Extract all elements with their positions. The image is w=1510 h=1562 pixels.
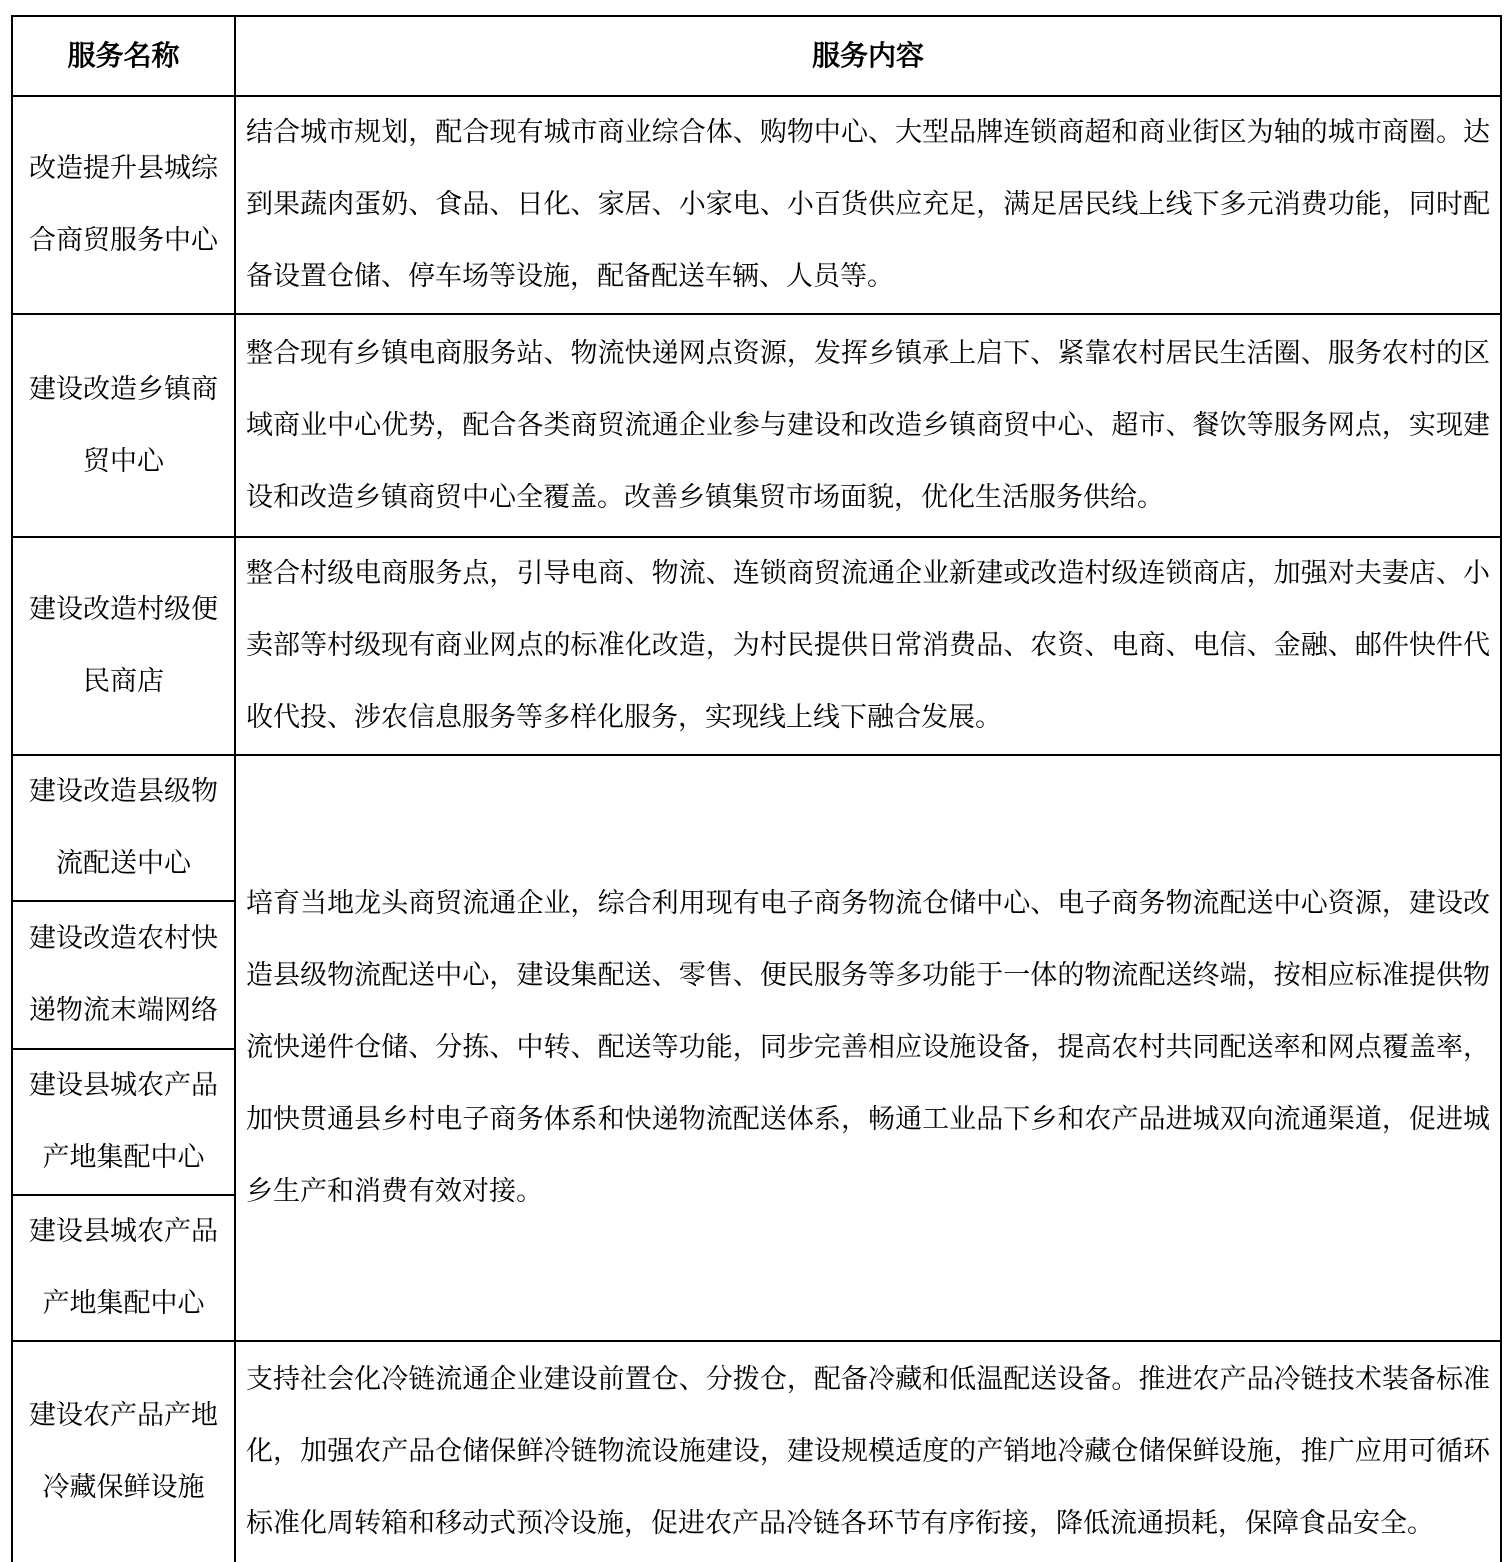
service-content-cell: 整合现有乡镇电商服务站、物流快递网点资源，发挥乡镇承上启下、紧靠农村居民生活圈、服务农村的区域商业中心优势，配合各类商贸流通企业参与建设和改造乡镇商贸中心、超市、餐饮等服务网点，实现建设和改造乡镇商贸中心全覆盖。改善乡镇集贸市场面貌，优化生活服务供给。 — [235, 314, 1501, 537]
header-service-content: 服务内容 — [235, 16, 1501, 96]
service-name-cell: 建设农产品产地冷藏保鲜设施 — [12, 1341, 235, 1562]
service-name-cell: 建设县城农产品产地集配中心 — [12, 1195, 235, 1341]
service-name-cell: 建设改造县级物流配送中心 — [12, 755, 235, 901]
service-content-cell: 结合城市规划，配合现有城市商业综合体、购物中心、大型品牌连锁商超和商业街区为轴的城市商圈。达到果蔬肉蛋奶、食品、日化、家居、小家电、小百货供应充足，满足居民线上线下多元消费功能，同时配备设置仓储、停车场等设施，配备配送车辆、人员等。 — [235, 96, 1501, 314]
table-header-row — [12, 16, 1501, 96]
service-name-cell: 建设改造乡镇商贸中心 — [12, 314, 235, 537]
service-name-cell: 建设改造农村快递物流末端网络 — [12, 901, 235, 1049]
services-table — [11, 15, 1502, 1562]
service-name-cell: 建设改造村级便民商店 — [12, 537, 235, 755]
table-row — [12, 1341, 1501, 1562]
table-row — [12, 755, 1501, 901]
header-service-name: 服务名称 — [12, 16, 235, 96]
service-content-cell: 整合村级电商服务点，引导电商、物流、连锁商贸流通企业新建或改造村级连锁商店，加强对夫妻店、小卖部等村级现有商业网点的标准化改造，为村民提供日常消费品、农资、电商、电信、金融、邮件快件代收代投、涉农信息服务等多样化服务，实现线上线下融合发展。 — [235, 537, 1501, 755]
table-row — [12, 537, 1501, 755]
table-row — [12, 314, 1501, 537]
service-content-merged-cell: 培育当地龙头商贸流通企业，综合利用现有电子商务物流仓储中心、电子商务物流配送中心资源，建设改造县级物流配送中心，建设集配送、零售、便民服务等多功能于一体的物流配送终端，按相应标准提供物流快递件仓储、分拣、中转、配送等功能，同步完善相应设施设备，提高农村共同配送率和网点覆盖率，加快贯通县乡村电子商务体系和快递物流配送体系，畅通工业品下乡和农产品进城双向流通渠道，促进城乡生产和消费有效对接。 — [235, 755, 1501, 1341]
service-name-cell: 改造提升县城综合商贸服务中心 — [12, 96, 235, 314]
service-content-cell: 支持社会化冷链流通企业建设前置仓、分拨仓，配备冷藏和低温配送设备。推进农产品冷链技术装备标准化，加强农产品仓储保鲜冷链物流设施建设，建设规模适度的产销地冷藏仓储保鲜设施，推广应用可循环标准化周转箱和移动式预冷设施，促进农产品冷链各环节有序衔接，降低流通损耗，保障食品安全。 — [235, 1341, 1501, 1562]
table-row — [12, 96, 1501, 314]
service-name-cell: 建设县城农产品产地集配中心 — [12, 1049, 235, 1195]
